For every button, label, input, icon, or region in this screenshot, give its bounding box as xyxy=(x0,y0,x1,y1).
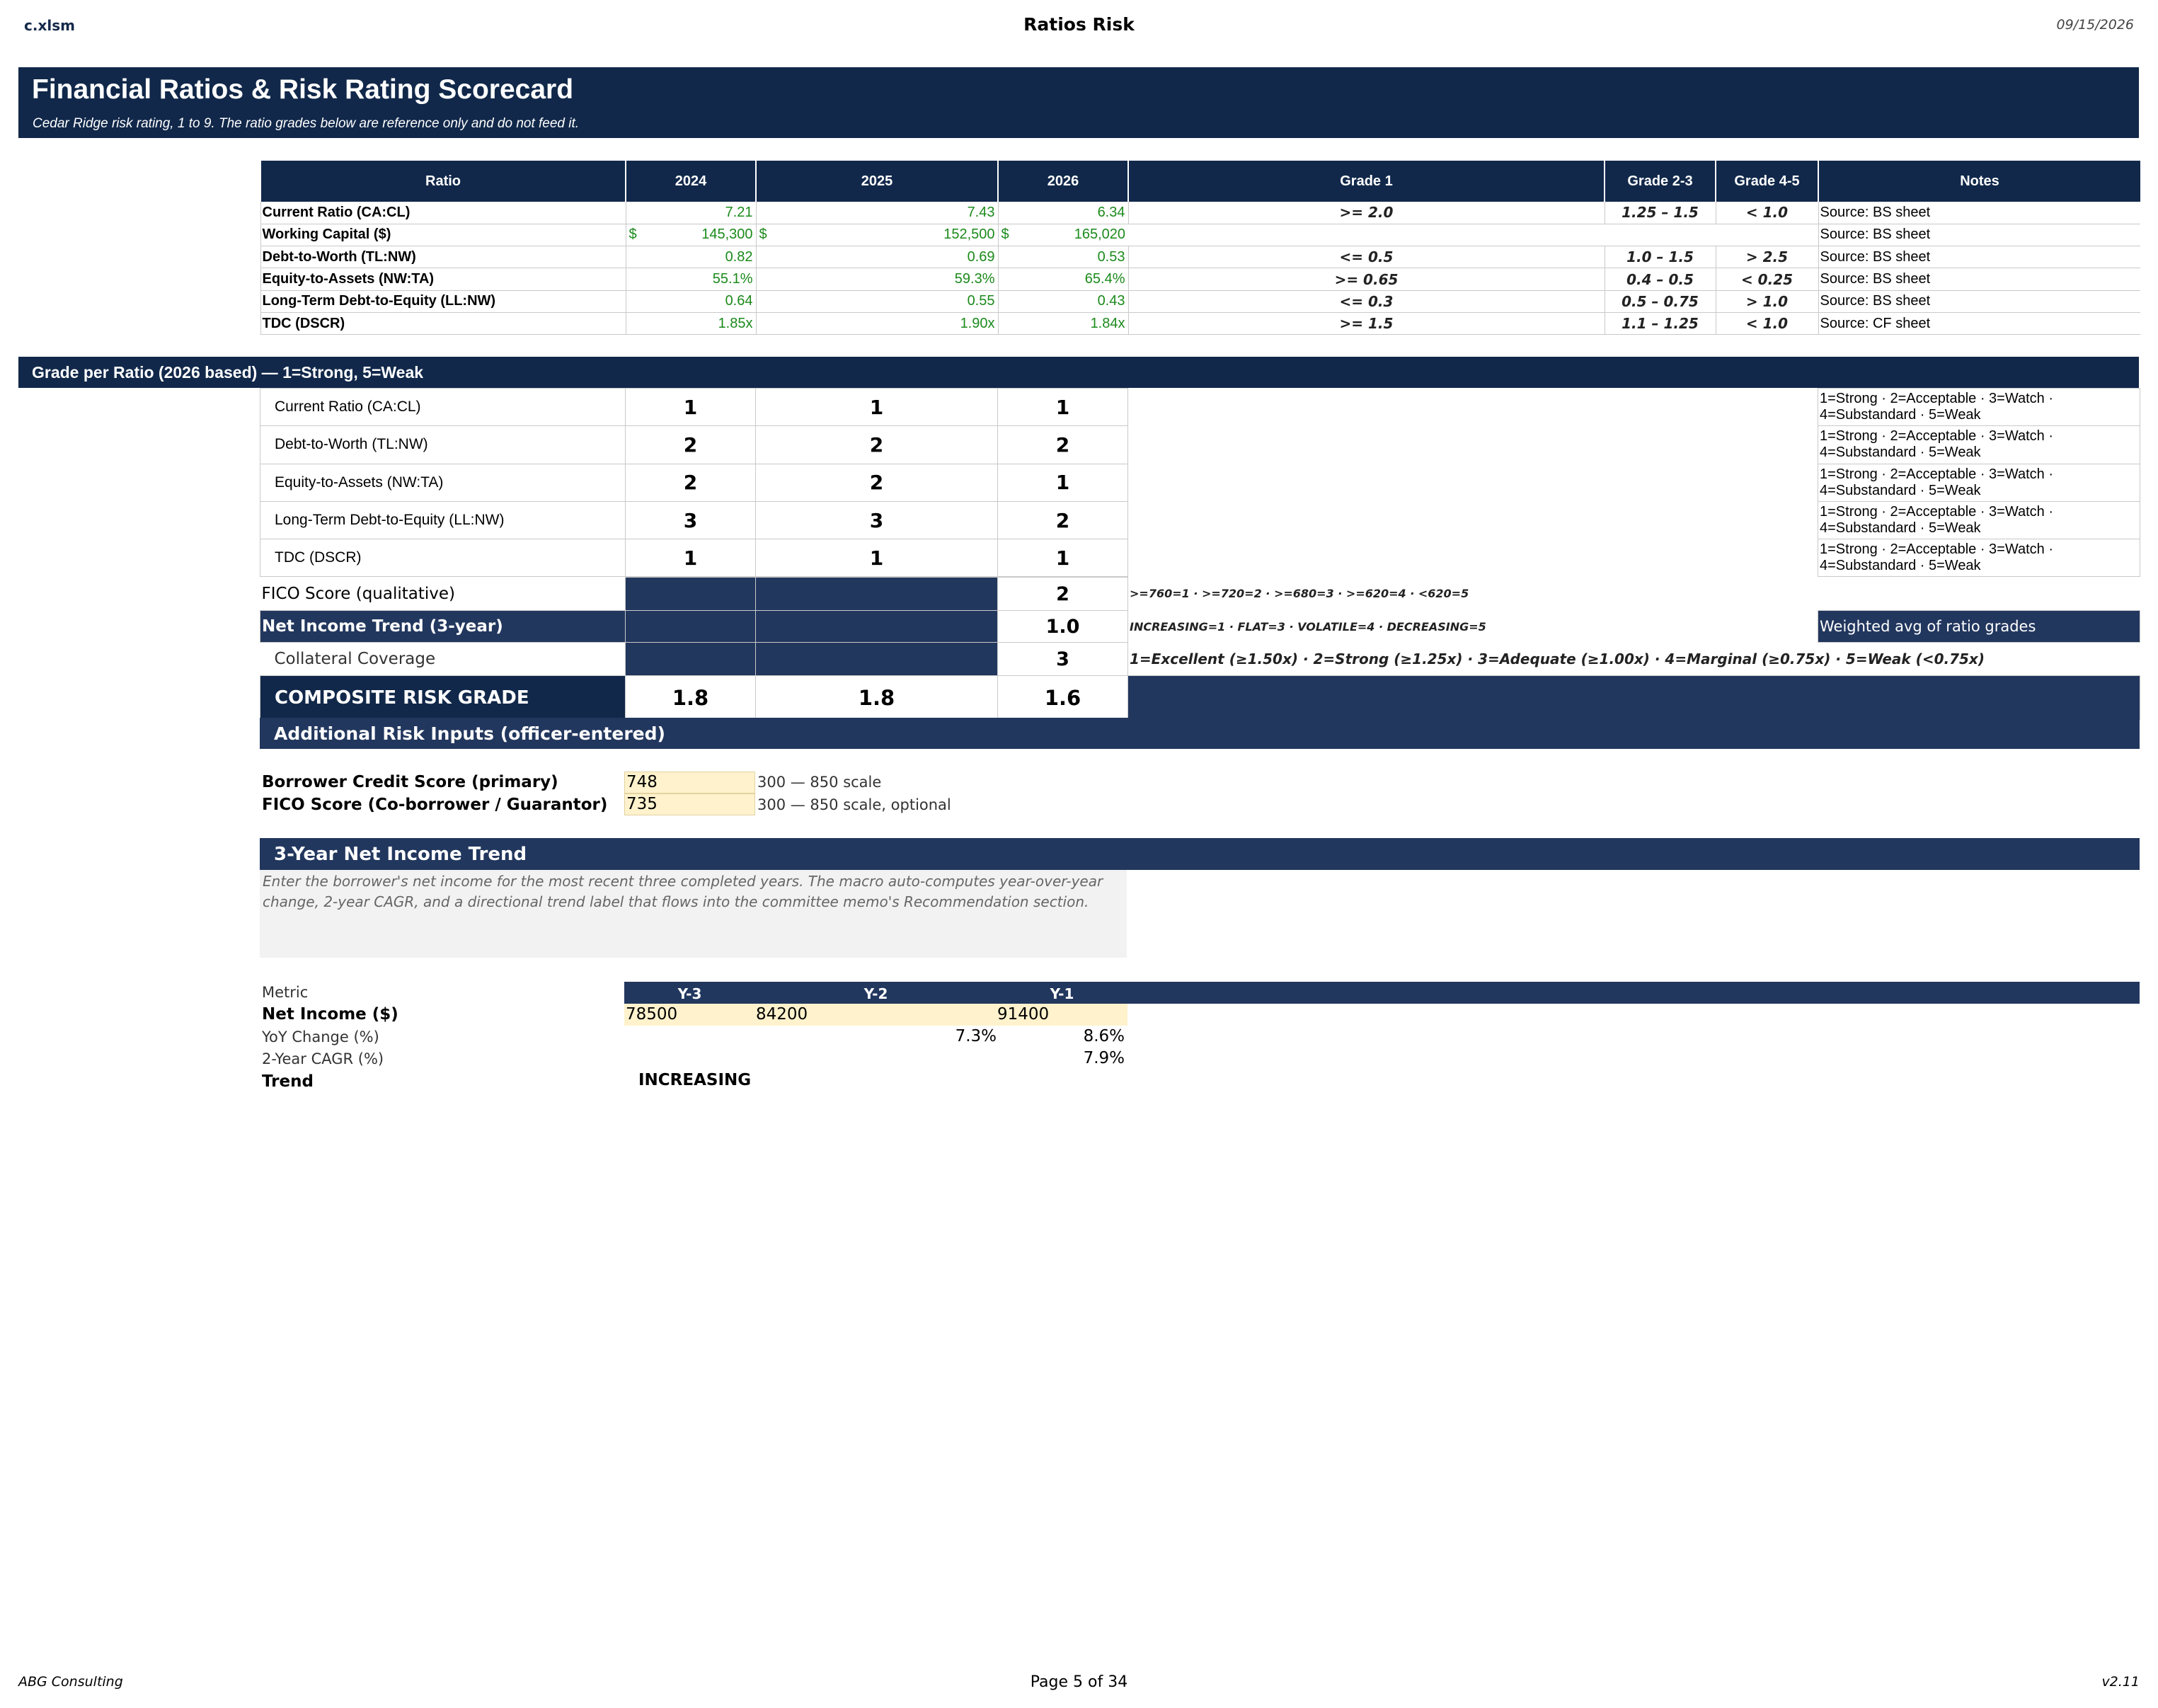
table-row xyxy=(260,539,2140,577)
grade-scale-note: 1=Strong · 2=Acceptable · 3=Watch · 4=Substandard · 5=Weak xyxy=(1818,464,2140,501)
threshold-grade-4-5: > 2.5 xyxy=(1716,246,1818,268)
ratio-note: Source: CF sheet xyxy=(1818,312,2140,334)
ratio-note: Source: BS sheet xyxy=(1818,224,2140,246)
currency-value: 152,500 xyxy=(943,227,995,243)
grade-2024[interactable]: 3 xyxy=(626,501,756,539)
grade-2025[interactable]: 2 xyxy=(756,464,998,501)
ratio-value-2026[interactable]: 0.53 xyxy=(998,246,1128,268)
ratio-name: Debt-to-Worth (TL:NW) xyxy=(260,246,626,268)
title-banner xyxy=(18,67,2139,138)
threshold-grade-1: <= 0.5 xyxy=(1128,246,1605,268)
col-header-2025: 2025 xyxy=(756,161,998,202)
ratio-name: Current Ratio (CA:CL) xyxy=(260,202,626,224)
grade-ratio-name: Equity-to-Assets (NW:TA) xyxy=(260,464,626,501)
grade-ratio-name: Debt-to-Worth (TL:NW) xyxy=(260,426,626,464)
ratio-value-2025[interactable]: 0.55 xyxy=(756,290,998,312)
currency-value: 165,020 xyxy=(1074,227,1125,243)
ratio-value-2026[interactable]: 0.43 xyxy=(998,290,1128,312)
threshold-grade-1: >= 2.0 xyxy=(1128,202,1605,224)
table-row xyxy=(260,312,2140,334)
col-header-2024: 2024 xyxy=(626,161,756,202)
table-row xyxy=(260,389,2140,426)
threshold-grade-2-3: 0.4 – 0.5 xyxy=(1605,268,1716,290)
net-income-metric-label: Net Income ($) xyxy=(262,1005,398,1024)
grade-2026[interactable]: 1 xyxy=(998,539,1128,577)
ratio-value-2026[interactable] xyxy=(998,224,1128,246)
ratio-value-2024[interactable]: 55.1% xyxy=(626,268,756,290)
page-title: Financial Ratios & Risk Rating Scorecard xyxy=(32,74,574,105)
credit-score-input[interactable]: 748 xyxy=(624,772,755,793)
grade-scale-note: 1=Strong · 2=Acceptable · 3=Watch · 4=Substandard · 5=Weak xyxy=(1818,389,2140,426)
ratio-table xyxy=(260,161,2140,335)
year-header-bar xyxy=(624,982,2140,1004)
threshold-grade-1: <= 0.3 xyxy=(1128,290,1605,312)
ratio-note: Source: BS sheet xyxy=(1818,268,2140,290)
ratio-value-2025[interactable] xyxy=(756,224,998,246)
threshold-grade-1: >= 0.65 xyxy=(1128,268,1605,290)
grade-2024[interactable]: 1 xyxy=(626,539,756,577)
metric-header-label: Metric xyxy=(262,984,309,1001)
col-header-grade-4-5: Grade 4-5 xyxy=(1716,161,1818,202)
ratio-value-2024[interactable] xyxy=(626,224,756,246)
fico-grade[interactable]: 2 xyxy=(998,578,1128,611)
grade-2025[interactable]: 2 xyxy=(756,426,998,464)
net-income-y3-input[interactable]: 78500 xyxy=(626,1005,678,1024)
net-income-legend: INCREASING=1 · FLAT=3 · VOLATILE=4 · DECREASING=5 xyxy=(1130,619,1486,634)
threshold-grade-4-5: > 1.0 xyxy=(1716,290,1818,312)
grade-2025[interactable]: 1 xyxy=(756,539,998,577)
net-income-grade[interactable]: 1.0 xyxy=(998,611,1128,643)
grade-2026[interactable]: 2 xyxy=(998,426,1128,464)
threshold-grade-4-5: < 1.0 xyxy=(1716,202,1818,224)
net-income-y2-input[interactable]: 84200 xyxy=(756,1005,808,1024)
ratio-value-2026[interactable]: 65.4% xyxy=(998,268,1128,290)
collateral-legend: 1=Excellent (≥1.50x) · 2=Strong (≥1.25x) · 3=Adequate (≥1.00x) · 4=Marginal (≥0.75x) · 5=Weak (<0.75x) xyxy=(1130,650,1985,667)
grade-2026[interactable]: 1 xyxy=(998,464,1128,501)
year-header-y1: Y-1 xyxy=(1050,985,1074,1002)
threshold-grade-2-3: 1.1 – 1.25 xyxy=(1605,312,1716,334)
sheet-title: Ratios Risk xyxy=(1023,14,1135,35)
fico-legend: >=760=1 · >=720=2 · >=680=3 · >=620=4 · <620=5 xyxy=(1130,587,1469,601)
ratio-value-2024[interactable]: 1.85x xyxy=(626,312,756,334)
currency-symbol: $ xyxy=(1001,227,1009,243)
threshold-grade-1 xyxy=(1128,224,1605,246)
col-header-grade-2-3: Grade 2-3 xyxy=(1605,161,1716,202)
year-header-y3: Y-3 xyxy=(677,985,702,1002)
grade-2025[interactable]: 1 xyxy=(756,389,998,426)
composite-fill xyxy=(1128,676,2140,720)
table-row xyxy=(260,246,2140,268)
composite-row xyxy=(260,676,2140,720)
grade-section-title: Grade per Ratio (2026 based) — 1=Strong, 5=Weak xyxy=(18,357,2139,388)
threshold-grade-1: >= 1.5 xyxy=(1128,312,1605,334)
grade-spacer xyxy=(1128,464,1818,501)
ratio-table-header xyxy=(260,161,2140,202)
additional-inputs-title: Additional Risk Inputs (officer-entered) xyxy=(260,718,2140,749)
fico-cell-2024 xyxy=(626,578,756,611)
trend-value: INCREASING xyxy=(638,1071,752,1089)
ratio-value-2026[interactable]: 6.34 xyxy=(998,202,1128,224)
composite-2024: 1.8 xyxy=(626,676,756,720)
ratio-name: TDC (DSCR) xyxy=(260,312,626,334)
footer-page-number: Page 5 of 34 xyxy=(1030,1673,1128,1691)
table-row xyxy=(260,464,2140,501)
net-income-y1-input[interactable]: 91400 xyxy=(997,1005,1050,1024)
table-row xyxy=(260,268,2140,290)
collateral-cell-2025 xyxy=(756,643,998,676)
threshold-grade-4-5: < 1.0 xyxy=(1716,312,1818,334)
cagr-label: 2-Year CAGR (%) xyxy=(262,1050,384,1067)
net-income-cell-2025 xyxy=(756,611,998,643)
net-income-label: Net Income Trend (3-year) xyxy=(260,611,626,643)
currency-symbol: $ xyxy=(629,227,637,243)
threshold-grade-4-5 xyxy=(1716,224,1818,246)
file-name: c.xlsm xyxy=(24,17,75,34)
grade-spacer xyxy=(1128,426,1818,464)
grade-2026[interactable]: 2 xyxy=(998,501,1128,539)
ratio-value-2026[interactable]: 1.84x xyxy=(998,312,1128,334)
grade-ratio-name: TDC (DSCR) xyxy=(260,539,626,577)
page-subtitle: Cedar Ridge risk rating, 1 to 9. The ratio grades below are reference only and do not feed it. xyxy=(33,116,580,131)
yoy-label: YoY Change (%) xyxy=(262,1028,379,1045)
yoy-y1-value: 8.6% xyxy=(1083,1027,1125,1045)
grade-spacer xyxy=(1128,501,1818,539)
col-header-2026: 2026 xyxy=(998,161,1128,202)
col-header-ratio: Ratio xyxy=(260,161,626,202)
ratio-value-2025[interactable]: 1.90x xyxy=(756,312,998,334)
grade-2024[interactable]: 1 xyxy=(626,389,756,426)
grade-2024[interactable]: 2 xyxy=(626,426,756,464)
grade-ratio-name: Long-Term Debt-to-Equity (LL:NW) xyxy=(260,501,626,539)
threshold-grade-4-5: < 0.25 xyxy=(1716,268,1818,290)
footer-version: v2.11 xyxy=(2101,1674,2140,1690)
year-header-y2: Y-2 xyxy=(863,985,888,1002)
credit-score-label: Borrower Credit Score (primary) xyxy=(262,773,558,791)
table-row xyxy=(260,426,2140,464)
collateral-row xyxy=(260,643,2140,676)
ratio-note: Source: BS sheet xyxy=(1818,246,2140,268)
co-borrower-fico-input[interactable]: 735 xyxy=(624,793,755,815)
ratio-note: Source: BS sheet xyxy=(1818,290,2140,312)
summary-table xyxy=(260,577,2140,720)
threshold-grade-2-3 xyxy=(1605,224,1716,246)
threshold-grade-2-3: 1.25 – 1.5 xyxy=(1605,202,1716,224)
table-row xyxy=(260,224,2140,246)
trend-section-title: 3-Year Net Income Trend xyxy=(260,838,2140,870)
threshold-grade-2-3: 0.5 – 0.75 xyxy=(1605,290,1716,312)
grade-scale-note: 1=Strong · 2=Acceptable · 3=Watch · 4=Substandard · 5=Weak xyxy=(1818,426,2140,464)
fico-label: FICO Score (qualitative) xyxy=(261,584,455,603)
col-header-notes: Notes xyxy=(1818,161,2140,202)
credit-score-hint: 300 — 850 scale xyxy=(757,774,882,791)
threshold-grade-2-3: 1.0 – 1.5 xyxy=(1605,246,1716,268)
table-row xyxy=(260,290,2140,312)
net-income-inputs xyxy=(624,1004,1127,1026)
grade-2025[interactable]: 3 xyxy=(756,501,998,539)
table-row xyxy=(260,202,2140,224)
grade-ratio-name: Current Ratio (CA:CL) xyxy=(260,389,626,426)
trend-label: Trend xyxy=(262,1072,314,1091)
ratio-value-2024[interactable]: 0.64 xyxy=(626,290,756,312)
composite-2026: 1.6 xyxy=(998,676,1128,720)
composite-2025: 1.8 xyxy=(756,676,998,720)
net-income-cell-2024 xyxy=(626,611,756,643)
ratio-value-2024[interactable]: 0.82 xyxy=(626,246,756,268)
co-borrower-fico-hint: 300 — 850 scale, optional xyxy=(757,796,951,813)
grade-2026[interactable]: 1 xyxy=(998,389,1128,426)
weighted-avg-note: Weighted avg of ratio grades xyxy=(1818,611,2140,643)
col-header-grade-1: Grade 1 xyxy=(1128,161,1605,202)
ratio-value-2025[interactable]: 59.3% xyxy=(756,268,998,290)
ratio-name: Long-Term Debt-to-Equity (LL:NW) xyxy=(260,290,626,312)
footer-company: ABG Consulting xyxy=(18,1674,123,1690)
grade-scale-note: 1=Strong · 2=Acceptable · 3=Watch · 4=Substandard · 5=Weak xyxy=(1818,501,2140,539)
ratio-value-2025[interactable]: 0.69 xyxy=(756,246,998,268)
grade-table xyxy=(260,388,2140,577)
ratio-value-2025[interactable]: 7.43 xyxy=(756,202,998,224)
ratio-value-2024[interactable]: 7.21 xyxy=(626,202,756,224)
grade-scale-note: 1=Strong · 2=Acceptable · 3=Watch · 4=Substandard · 5=Weak xyxy=(1818,539,2140,577)
grade-spacer xyxy=(1128,389,1818,426)
collateral-cell-2024 xyxy=(626,643,756,676)
co-borrower-fico-label: FICO Score (Co-borrower / Guarantor) xyxy=(262,796,608,814)
collateral-label: Collateral Coverage xyxy=(274,650,436,668)
ratio-note: Source: BS sheet xyxy=(1818,202,2140,224)
grade-2024[interactable]: 2 xyxy=(626,464,756,501)
print-date: 09/15/2026 xyxy=(2056,17,2134,33)
ratio-name: Working Capital ($) xyxy=(260,224,626,246)
table-row xyxy=(260,501,2140,539)
ratio-name: Equity-to-Assets (NW:TA) xyxy=(260,268,626,290)
currency-symbol: $ xyxy=(759,227,767,243)
cagr-value: 7.9% xyxy=(1083,1049,1125,1067)
fico-cell-2025 xyxy=(756,578,998,611)
fico-row xyxy=(260,578,2140,611)
currency-value: 145,300 xyxy=(701,227,753,243)
grade-spacer xyxy=(1128,539,1818,577)
yoy-y2-value: 7.3% xyxy=(955,1027,997,1045)
collateral-grade[interactable]: 3 xyxy=(998,643,1128,676)
trend-instructions: Enter the borrower's net income for the most recent three completed years. The macro auto-computes year-over-year change, 2-year CAGR, and a directional trend label that flows into the committee memo's Recommendation section. xyxy=(260,870,1127,958)
net-income-row xyxy=(260,611,2140,643)
composite-label: COMPOSITE RISK GRADE xyxy=(260,676,626,720)
